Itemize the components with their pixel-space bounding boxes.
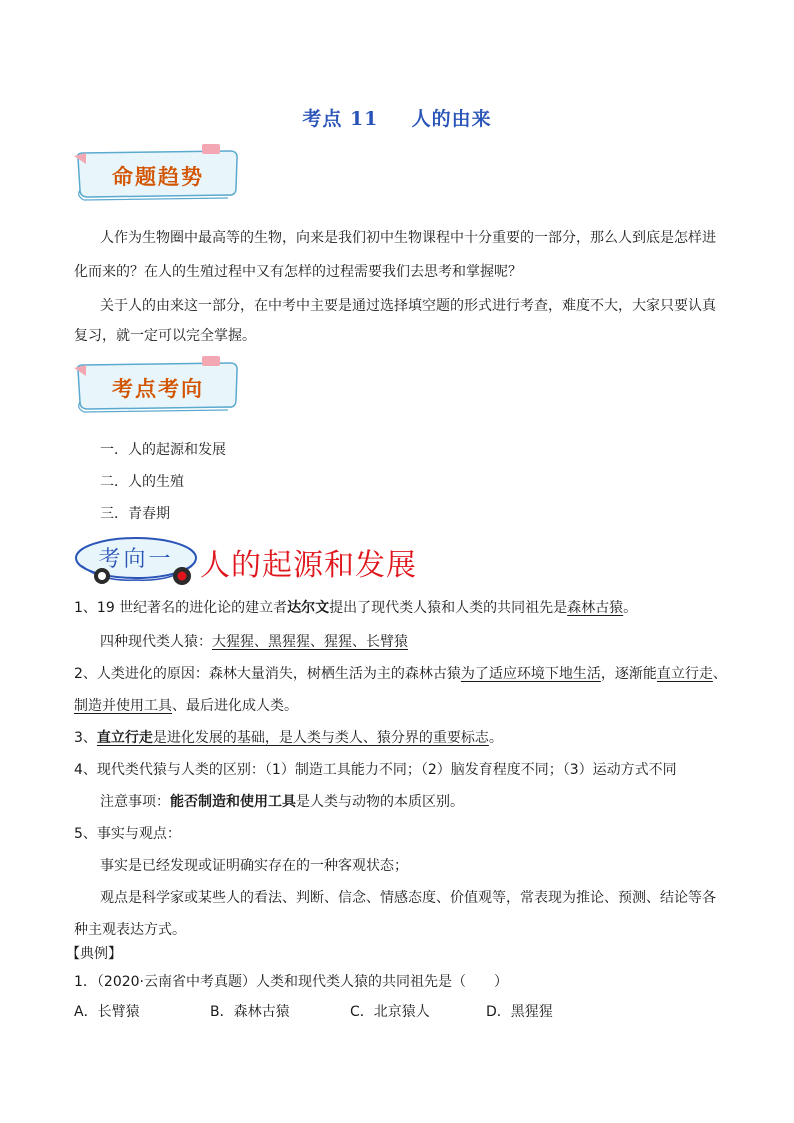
item-1-ancestor: 森林古猿 [567,600,624,616]
item-4: 4、现代类代猿与人类的区别：（1）制造工具能力不同；（2）脑发育程度不同；（3）运动方式不同 [74,762,677,778]
item-5-fact: 事实是已经发现或证明确实存在的一种客观状态； [100,858,408,874]
item-1 [74,598,637,618]
option-d: D．黑猩猩 [486,1004,553,1020]
item-2-end: 、最后进化成人类。 [172,698,298,714]
option-a: A．长臂猿 [74,1004,140,1020]
item-3-end: 。 [488,730,503,746]
item-1-text-2: 提出了现代类人猿和人类的共同祖先是 [329,600,568,616]
item-3-upright: 直立行走 [96,730,153,746]
item-3 [74,728,503,748]
toc-item-3: 三．青春期 [100,506,170,522]
direction-badge-label: 考点考向 [112,377,204,401]
item-5-view-2: 种主观表达方式。 [74,922,186,938]
item-4-note-label: 注意事项： [100,794,170,810]
trend-paragraph-1b: 化而来的？在人的生殖过程中又有怎样的过程需要我们去思考和掌握呢？ [74,264,522,280]
item-4-note [100,792,464,812]
trend-badge [72,144,244,204]
item-3-num: 3、 [74,730,97,746]
option-b: B．森林古猿 [210,1004,290,1020]
item-1-end: 。 [623,600,638,616]
title-label: 考点 [302,108,343,130]
title-number: 11 [349,108,379,130]
item-2-tools: 制造并使用工具 [74,698,172,714]
item-1-darwin: 达尔文 [287,600,330,616]
direction-one-badge [72,532,200,590]
item-3-text: 是进化发展的基础，是人类与类人、猿分界的重要标志 [152,730,489,746]
trend-badge-label: 命题趋势 [112,165,204,189]
toc-item-2: 二．人的生殖 [100,474,184,490]
toc-item-1: 一．人的起源和发展 [100,442,226,458]
item-4-note-text: 是人类与动物的本质区别。 [296,794,464,810]
item-2-text-2: ，逐渐能 [600,666,657,682]
item-1-sub [100,632,408,652]
paperclip-icon [202,356,220,366]
title-name: 人的由来 [411,108,492,130]
item-2-reason: 为了适应环境下地生活 [460,666,601,682]
trend-paragraph-1a: 人作为生物圈中最高等的生物，向来是我们初中生物课程中十分重要的一部分，那么人到底是怎样进 [100,230,716,246]
item-5-view-1: 观点是科学家或某些人的看法、判断、信念、情感态度、价值观等，常表现为推论、预测、结论等各 [100,890,716,906]
item-2-line-1 [74,664,727,684]
item-2-comma: 、 [712,666,727,682]
item-1-sub-apes: 大猩猩、黑猩猩、猩猩、长臂猿 [212,634,408,650]
item-2-upright: 直立行走 [656,666,713,682]
item-5: 5、事实与观点： [74,826,181,842]
option-c: C．北京猿人 [350,1004,430,1020]
page-title [0,104,794,131]
direction-one-label: 考向一 [98,547,174,572]
item-2-line-2 [74,696,298,716]
trend-paragraph-2b: 复习，就一定可以完全掌握。 [74,328,256,344]
item-2-text: 2、人类进化的原因：森林大量消失，树栖生活为主的森林古猿 [74,666,461,682]
example-header: 【典例】 [66,946,122,962]
example-question-1: 1．（2020·云南省中考真题）人类和现代类人猿的共同祖先是（ ） [74,974,508,990]
trend-paragraph-2a: 关于人的由来这一部分，在中考中主要是通过选择填空题的形式进行考查，难度不大，大家只要认真 [100,298,716,314]
paperclip-icon [202,144,220,154]
item-1-sub-label: 四种现代类人猿： [100,634,212,650]
section-title: 人的起源和发展 [200,548,417,583]
item-4-note-key: 能否制造和使用工具 [170,794,296,810]
direction-badge [72,356,244,416]
item-1-text: 1、19 世纪著名的进化论的建立者 [74,600,288,616]
